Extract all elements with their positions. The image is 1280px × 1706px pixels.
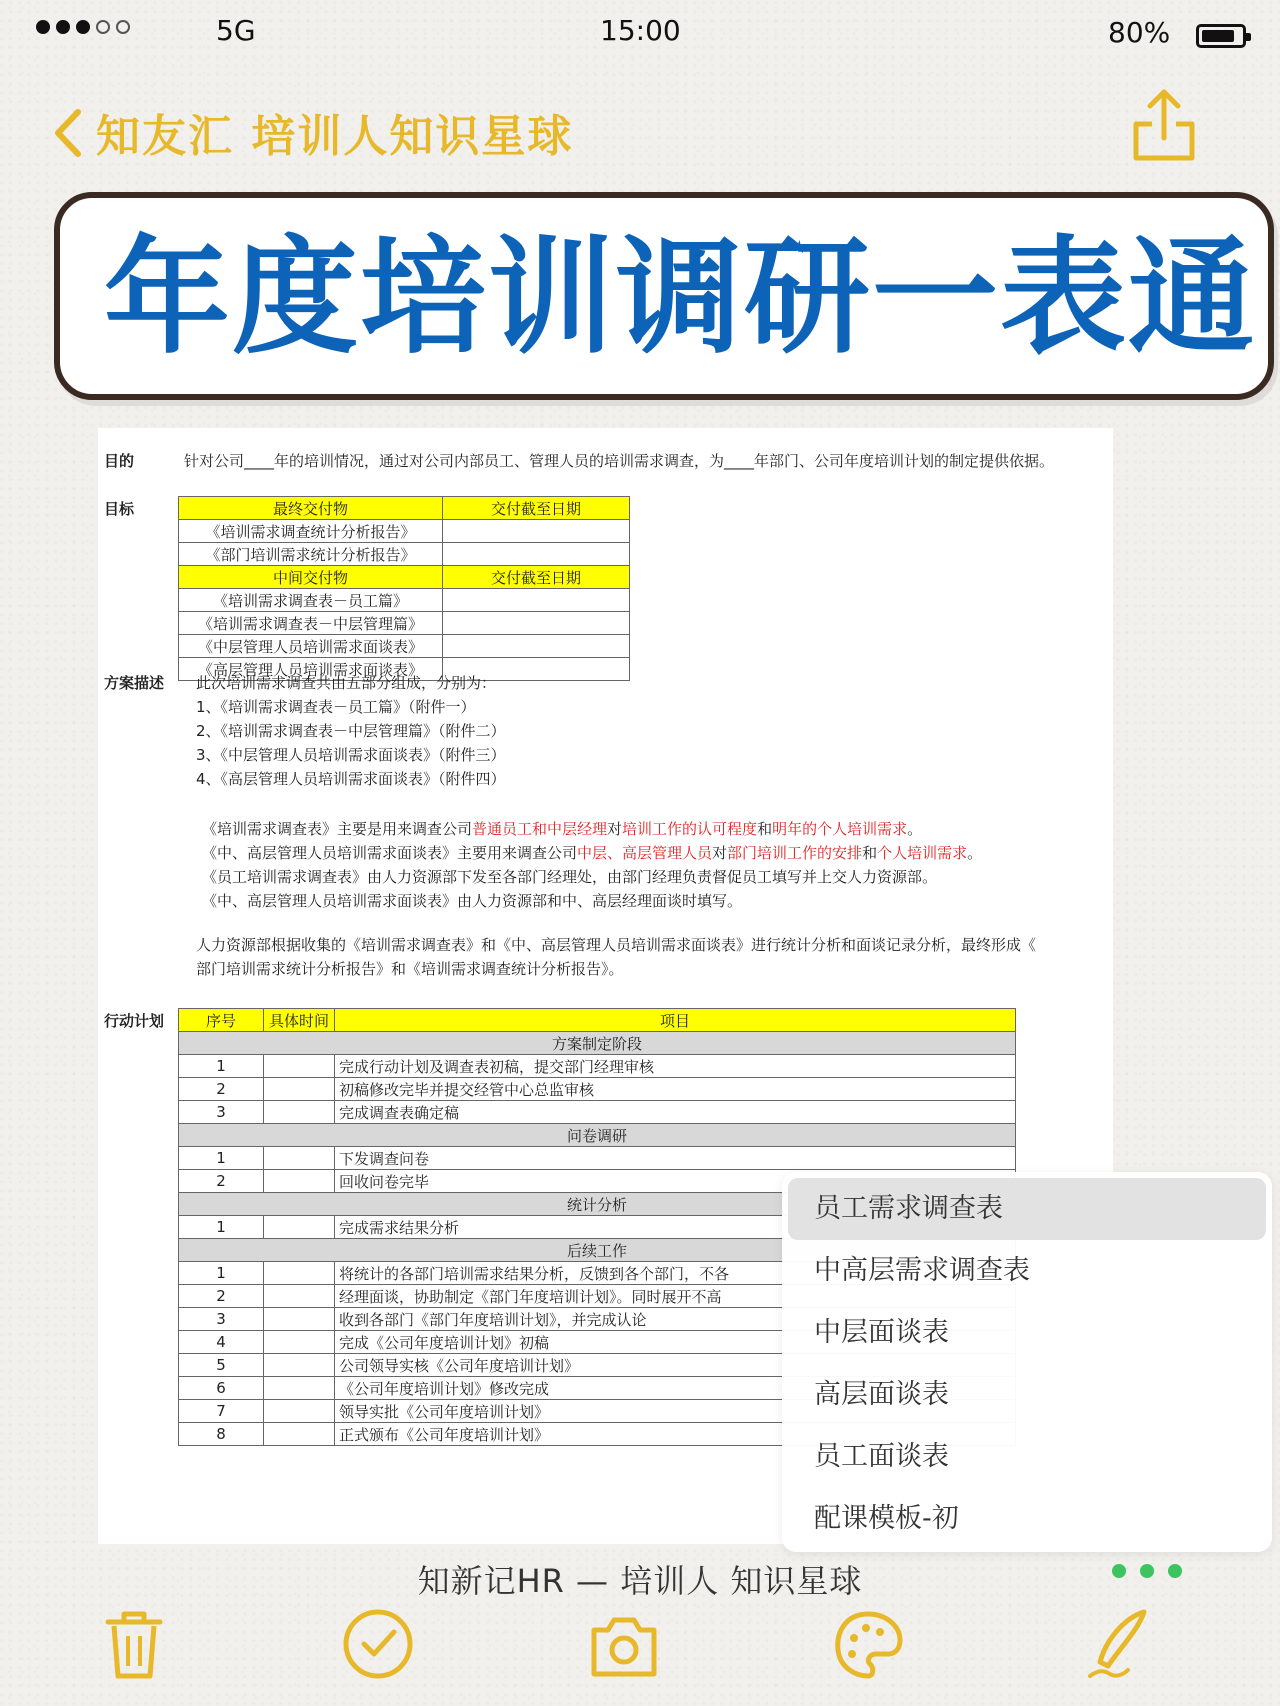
chevron-left-icon[interactable]: [52, 108, 84, 158]
text: 《中、高层管理人员培训需求面谈表》主要用来调查公司: [202, 844, 578, 862]
highlight-text: 个人培训需求: [877, 844, 968, 862]
table-section-row: [179, 1032, 1016, 1055]
checkmark-icon[interactable]: [342, 1604, 414, 1684]
table-header: 交付截至日期: [443, 566, 630, 589]
table-cell: 领导实批《公司年度培训计划》: [335, 1400, 1016, 1423]
table-cell: 完成行动计划及调查表初稿，提交部门经理审核: [335, 1055, 1016, 1078]
table-cell: 初稿修改完毕并提交经管中心总监审核: [335, 1078, 1016, 1101]
text: 。: [907, 820, 923, 838]
table-row: [179, 1101, 1016, 1124]
section-title: 问卷调研: [179, 1124, 1016, 1147]
navigation-bar: [0, 96, 1280, 176]
table-row: [179, 497, 630, 520]
paragraph-interview: [202, 842, 982, 863]
table-cell: 6: [179, 1377, 264, 1400]
status-time: 15:00: [600, 14, 681, 47]
table-cell: 《培训需求调查表－中层管理篇》: [179, 612, 443, 635]
more-dots-icon[interactable]: [1112, 1564, 1182, 1578]
table-cell: [264, 1308, 335, 1331]
section-title: 统计分析: [179, 1193, 1016, 1216]
table-row: [179, 1009, 1016, 1032]
network-type: 5G: [216, 14, 256, 47]
battery-icon: [1196, 24, 1246, 48]
paragraph-fill: 《中、高层管理人员培训需求面谈表》由人力资源部和中、高层经理面谈时填写。: [202, 892, 743, 910]
highlight-text: 明年的个人培训需求: [772, 820, 908, 838]
purpose-label: 目的: [104, 452, 135, 470]
table-header: 具体时间: [264, 1009, 335, 1032]
table-header: 交付截至日期: [443, 497, 630, 520]
table-cell: 《公司年度培训计划》修改完成: [335, 1377, 1016, 1400]
signal-strength-icon: [36, 20, 130, 34]
table-cell: 2: [179, 1285, 264, 1308]
table-cell: 《高层管理人员培训需求面谈表》: [179, 658, 443, 681]
headline-bubble: [54, 192, 1274, 400]
table-cell: 《中层管理人员培训需求面谈表》: [179, 635, 443, 658]
table-row: [179, 1147, 1016, 1170]
table-row: [179, 589, 630, 612]
table-cell: [264, 1216, 335, 1239]
plan-item: 4、《高层管理人员培训需求面谈表》（附件四）: [196, 770, 506, 788]
menu-item[interactable]: 中层面谈表: [814, 1317, 949, 1348]
attachment-menu: [782, 1172, 1272, 1552]
table-row: [179, 543, 630, 566]
battery-percent: 80%: [1108, 16, 1171, 49]
table-cell: [264, 1101, 335, 1124]
table-cell: 《培训需求调查表－员工篇》: [179, 589, 443, 612]
text: 对: [712, 844, 728, 862]
text: 和: [757, 820, 773, 838]
action-label: 行动计划: [104, 1012, 165, 1030]
table-header: 项目: [335, 1009, 1016, 1032]
plan-label: 方案描述: [104, 674, 165, 692]
status-bar: [0, 8, 1280, 58]
plan-item: 2、《培训需求调查表－中层管理篇》（附件二）: [196, 722, 506, 740]
pen-icon[interactable]: [1084, 1604, 1156, 1684]
text: 。: [967, 844, 983, 862]
table-cell: [264, 1078, 335, 1101]
table-cell: 7: [179, 1400, 264, 1423]
table-cell: 《部门培训需求统计分析报告》: [179, 543, 443, 566]
table-header: 最终交付物: [179, 497, 443, 520]
trash-icon[interactable]: [98, 1604, 170, 1684]
table-section-row: [179, 1124, 1016, 1147]
text: 和: [862, 844, 878, 862]
bottom-toolbar: [0, 1604, 1280, 1694]
table-cell: 3: [179, 1308, 264, 1331]
share-icon[interactable]: [1130, 84, 1198, 164]
back-button-label[interactable]: 知友汇 培训人知识星球: [96, 111, 574, 162]
palette-icon[interactable]: [832, 1604, 904, 1684]
highlight-text: 培训工作的认可程度: [622, 820, 758, 838]
table-cell: 8: [179, 1423, 264, 1446]
table-cell: [264, 1170, 335, 1193]
plan-item: 1、《培训需求调查表－员工篇》（附件一）: [196, 698, 476, 716]
table-cell: [264, 1055, 335, 1078]
purpose-text: 针对公司____年的培训情况，通过对公司内部员工、管理人员的培训需求调查，为____年部门、公司年度培训计划的制定提供依据。: [184, 452, 1055, 470]
table-cell: [264, 1147, 335, 1170]
table-cell: 1: [179, 1147, 264, 1170]
table-cell: [264, 1354, 335, 1377]
section-title: 方案制定阶段: [179, 1032, 1016, 1055]
table-row: [179, 1078, 1016, 1101]
menu-item[interactable]: 员工面谈表: [814, 1441, 949, 1472]
table-cell: 公司领导实核《公司年度培训计划》: [335, 1354, 1016, 1377]
table-cell: [264, 1262, 335, 1285]
table-row: [179, 520, 630, 543]
menu-item[interactable]: 配课模板-初: [814, 1503, 959, 1534]
paragraph-distribution: 《员工培训需求调查表》由人力资源部下发至各部门经理处，由部门经理负责督促员工填写并上交人力资源部。: [202, 868, 938, 886]
table-cell: 1: [179, 1216, 264, 1239]
table-cell: 3: [179, 1101, 264, 1124]
table-cell: 收到各部门《部门年度培训计划》，并完成认论: [335, 1308, 1016, 1331]
table-header: 序号: [179, 1009, 264, 1032]
plan-intro: 此次培训需求调查共由五部分组成，分别为：: [196, 674, 497, 692]
table-cell: 完成需求结果分析: [335, 1216, 1016, 1239]
highlight-text: 中层、高层管理人员: [577, 844, 713, 862]
text: 对: [607, 820, 623, 838]
table-cell: 《培训需求调查统计分析报告》: [179, 520, 443, 543]
table-cell: 完成《公司年度培训计划》初稿: [335, 1331, 1016, 1354]
table-row: [179, 1055, 1016, 1078]
table-cell: 2: [179, 1078, 264, 1101]
highlight-text: 普通员工和中层经理: [472, 820, 608, 838]
table-cell: 5: [179, 1354, 264, 1377]
table-cell: 1: [179, 1055, 264, 1078]
highlight-text: 部门培训工作的安排: [727, 844, 863, 862]
table-cell: [264, 1400, 335, 1423]
table-row: [179, 635, 630, 658]
paragraph-analysis: 人力资源部根据收集的《培训需求调查表》和《中、高层管理人员培训需求面谈表》进行统计分析和面谈记录分析，最终形成《: [196, 936, 1037, 954]
table-cell: 经理面谈，协助制定《部门年度培训计划》。同时展开不高: [335, 1285, 1016, 1308]
table-cell: 2: [179, 1170, 264, 1193]
table-cell: [264, 1377, 335, 1400]
menu-item[interactable]: 中高层需求调查表: [814, 1255, 1030, 1286]
table-row: [179, 566, 630, 589]
table-cell: [264, 1331, 335, 1354]
section-title: 后续工作: [179, 1239, 1016, 1262]
paragraph-survey: [202, 818, 922, 839]
paragraph-analysis-cont: 部门培训需求统计分析报告》和《培训需求调查统计分析报告》。: [196, 960, 624, 978]
menu-item[interactable]: 员工需求调查表: [788, 1178, 1266, 1240]
text: 《培训需求调查表》主要是用来调查公司: [202, 820, 473, 838]
table-row: [179, 612, 630, 635]
table-cell: 下发调查问卷: [335, 1147, 1016, 1170]
goal-table: [178, 496, 630, 681]
goal-label: 目标: [104, 500, 135, 518]
plan-item: 3、《中层管理人员培训需求面谈表》（附件三）: [196, 746, 506, 764]
table-header: 中间交付物: [179, 566, 443, 589]
table-cell: [264, 1423, 335, 1446]
table-cell: [264, 1285, 335, 1308]
menu-item[interactable]: 高层面谈表: [814, 1379, 949, 1410]
table-cell: 将统计的各部门培训需求结果分析，反馈到各个部门，不各: [335, 1262, 1016, 1285]
table-cell: 4: [179, 1331, 264, 1354]
footer-caption: 知新记HR — 培训人 知识星球: [417, 1562, 863, 1600]
headline-title: 年度培训调研一表通: [104, 224, 1256, 371]
table-cell: 正式颁布《公司年度培训计划》: [335, 1423, 1016, 1446]
camera-icon[interactable]: [588, 1604, 660, 1684]
table-cell: 完成调查表确定稿: [335, 1101, 1016, 1124]
table-cell: 回收问卷完毕: [335, 1170, 1016, 1193]
table-cell: 1: [179, 1262, 264, 1285]
